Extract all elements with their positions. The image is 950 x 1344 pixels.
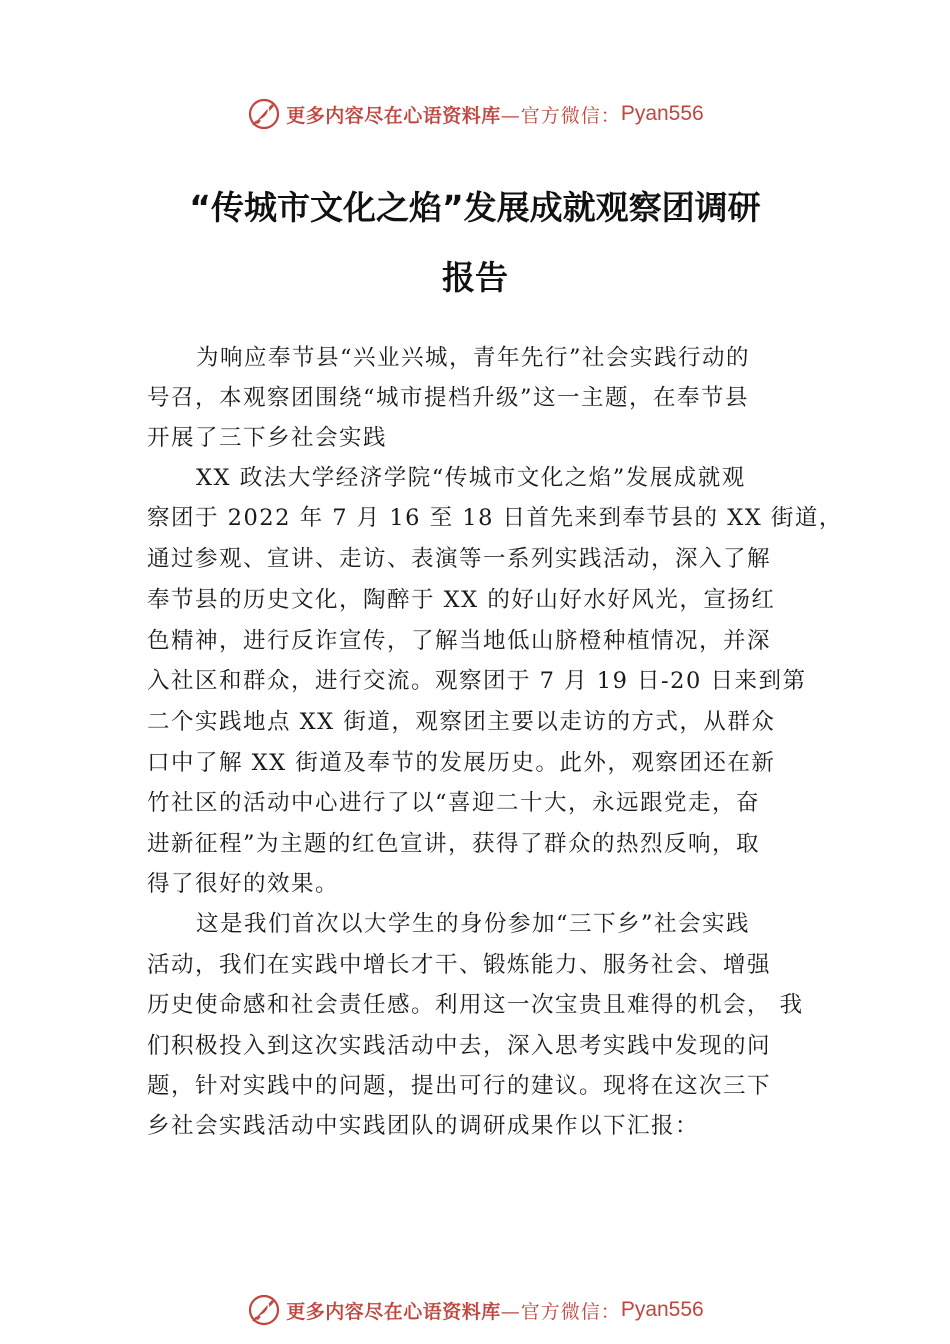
watermark-footer xyxy=(0,1290,950,1330)
body-line: 号召，本观察团围绕“城市提档升级”这一主题，在奉节县 xyxy=(147,385,750,411)
body-line: 活动，我们在实践中增长才干、锻炼能力、服务社会、增强 xyxy=(147,952,772,978)
quill-logo-icon xyxy=(246,96,282,132)
body-line: 题，针对实践中的问题，提出可行的建议。现将在这次三下 xyxy=(147,1073,772,1099)
body-line: 得了很好的效果。 xyxy=(147,871,340,897)
watermark-dash-text: —官方微信： xyxy=(500,104,621,127)
watermark-main-text: 更多内容尽在心语资料库 xyxy=(286,1300,501,1323)
body-line: 为响应奉节县“兴业兴城，青年先行”社会实践行动的 xyxy=(196,345,751,371)
body-line: 入社区和群众，进行交流。观察团于 7 月 19 日-20 日来到第 xyxy=(147,668,807,694)
body-line: 竹社区的活动中心进行了以“喜迎二十大，永远跟党走，奋 xyxy=(147,790,761,816)
body-line: 二个实践地点 XX 街道，观察团主要以走访的方式，从群众 xyxy=(147,709,776,735)
page-title-line-2: 报告 xyxy=(442,258,508,297)
body-line: 奉节县的历史文化，陶醉于 XX 的好山好水好风光，宣扬红 xyxy=(147,587,776,613)
watermark-handle: Pyan556 xyxy=(620,102,704,125)
body-line: 开展了三下乡社会实践 xyxy=(147,425,388,451)
page-title-line-1: “传城市文化之焰”发展成就观察团调研 xyxy=(189,188,761,227)
body-line: 察团于 2022 年 7 月 16 至 18 日首先来到奉节县的 XX 街道， xyxy=(147,505,843,531)
body-line: 通过参观、宣讲、走访、表演等一系列实践活动，深入了解 xyxy=(147,546,772,572)
body-line: XX 政法大学经济学院“传城市文化之焰”发展成就观 xyxy=(196,465,746,491)
watermark-main-text: 更多内容尽在心语资料库 xyxy=(286,104,501,127)
body-line: 乡社会实践活动中实践团队的调研成果作以下汇报： xyxy=(147,1113,700,1139)
watermark-dash-text: —官方微信： xyxy=(500,1300,621,1323)
body-line: 进新征程”为主题的红色宣讲，获得了群众的热烈反响，取 xyxy=(147,831,761,857)
body-line: 这是我们首次以大学生的身份参加“三下乡”社会实践 xyxy=(196,911,751,937)
body-line: 色精神，进行反诈宣传，了解当地低山脐橙种植情况，并深 xyxy=(147,628,772,654)
quill-logo-icon xyxy=(246,1292,282,1328)
body-line: 口中了解 XX 街道及奉节的发展历史。此外，观察团还在新 xyxy=(147,750,776,776)
watermark-header xyxy=(0,94,950,134)
watermark-handle: Pyan556 xyxy=(620,1298,704,1321)
body-line: 历史使命感和社会责任感。利用这一次宝贵且难得的机会， 我 xyxy=(147,992,804,1018)
body-line: 们积极投入到这次实践活动中去，深入思考实践中发现的问 xyxy=(147,1033,772,1059)
